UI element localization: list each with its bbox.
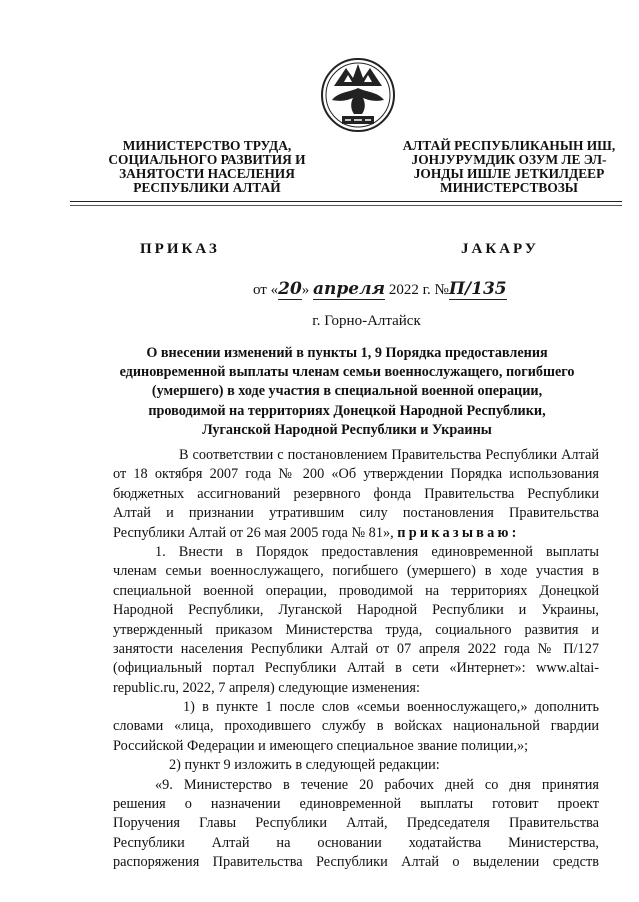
body-line: Республики Алтай на основании ходатайства Министерства, xyxy=(113,834,599,851)
handwritten-month: апреля xyxy=(313,279,386,299)
ministry-name-line: СОЦИАЛЬНОГО РАЗВИТИЯ И xyxy=(108,152,306,167)
date-year: 2022 г. № xyxy=(388,282,449,298)
ministry-name-russian xyxy=(92,139,322,195)
body-line: Поручения Главы Республики Алтай, Председателя Правительства xyxy=(113,815,599,832)
title-line: единовременной выплаты членам семьи военнослужащего, погибшего xyxy=(119,364,575,381)
ministry-name-line: МИНИСТЕРСТВО ТРУДА, xyxy=(122,138,292,153)
date-prefix: от « xyxy=(253,282,279,298)
body-line: republic.ru, 2022, 7 апреля) следующие изменения: xyxy=(113,679,420,696)
title-line: проводимой на территориях Донецкой Народной Республики, xyxy=(148,402,546,419)
body-line: 1) в пункте 1 после слов «семьи военнослужащего,» дополнить xyxy=(183,699,599,716)
title-line: (умершего) в ходе участия в специальной военной операции, xyxy=(151,383,543,400)
body-line: В соответствии с постановлением Правительства Республики Алтай xyxy=(179,447,599,463)
body-line: 2) пункт 9 изложить в следующей редакции: xyxy=(169,757,440,774)
body-line: занятости населения Республики Алтай от 07 апреля 2022 года № П/127 xyxy=(113,640,599,657)
order-title xyxy=(117,344,577,440)
handwritten-order-number: П/135 xyxy=(448,279,507,299)
order-label-russian: ПРИКАЗ xyxy=(140,241,220,257)
body-line: решения о назначении единовременной выплаты готовит проект xyxy=(113,796,599,813)
body-line: утвержденный приказом Министерства труда, социального развития и xyxy=(113,621,599,638)
header-divider xyxy=(70,201,622,202)
ministry-name-line: АЛТАЙ РЕСПУБЛИКАНЫН ИШ, xyxy=(402,138,616,153)
ministry-name-line: ЗАНЯТОСТИ НАСЕЛЕНИЯ xyxy=(119,166,295,181)
body-line: 1. Внести в Порядок предоставления единовременной выплаты xyxy=(155,543,599,560)
date-close-quote: » xyxy=(301,282,310,298)
body-line: специальной военной операции, проводимой на территориях Донецкой xyxy=(113,582,599,599)
ministry-name-line: ЈОНЈУРУМДИК ОЗУМ ЛЕ ЭЛ- xyxy=(411,152,607,167)
body-line: распоряжения Правительства Республики Алтай о выделении средств xyxy=(113,854,599,871)
body-line: словами «лица, проходившего службу в войсках национальной гвардии xyxy=(113,718,599,735)
body-line: «9. Министерство в течение 20 рабочих дней со дня принятия xyxy=(155,776,599,793)
body-text: Республики Алтай от 26 мая 2005 года № 81», xyxy=(113,524,394,541)
body-line: членам семьи военнослужащего, погибшего (умершего) в ходе участия в xyxy=(113,563,599,580)
ministry-name-line: РЕСПУБЛИКИ АЛТАЙ xyxy=(133,180,281,195)
body-line: Алтай и признании утратившим силу постановления Правительства xyxy=(113,505,599,522)
body-line xyxy=(113,524,599,543)
republic-altai-emblem-icon xyxy=(320,52,396,138)
ministry-name-line: МИНИСТЕРСТВОЗЫ xyxy=(440,180,578,195)
city-name: г. Горно-Алтайск xyxy=(312,313,421,329)
body-line: (официальный портал Республики Алтай в сети «Интернет»: www.altai- xyxy=(113,660,599,677)
body-line: бюджетных ассигнований резервного фонда Правительства Республики xyxy=(113,485,599,502)
title-line: О внесении изменений в пункты 1, 9 Порядка предоставления xyxy=(146,345,548,361)
order-date-line xyxy=(253,279,533,299)
order-label-altai: ЈАКАРУ xyxy=(461,241,539,257)
body-line: Российской Федерации и имеющего специальное звание полиции,»; xyxy=(113,737,529,754)
city-line xyxy=(0,313,639,330)
handwritten-day: 20 xyxy=(278,279,302,299)
ministry-name-line: ЈОНДЫ ИШЛЕ ЈЕТКИЛДЕЕР xyxy=(413,166,605,181)
ministry-name-altai xyxy=(394,139,624,195)
header-divider xyxy=(70,205,622,206)
order-body xyxy=(113,446,599,873)
body-line: Народной Республики, Луганской Народной Республики и Украины, xyxy=(113,602,599,619)
directive-word: приказываю: xyxy=(397,524,520,541)
body-line: от 18 октября 2007 года № 200 «Об утверждении Порядка использования xyxy=(113,466,599,483)
title-line: Луганской Народной Республики и Украины xyxy=(202,421,492,438)
